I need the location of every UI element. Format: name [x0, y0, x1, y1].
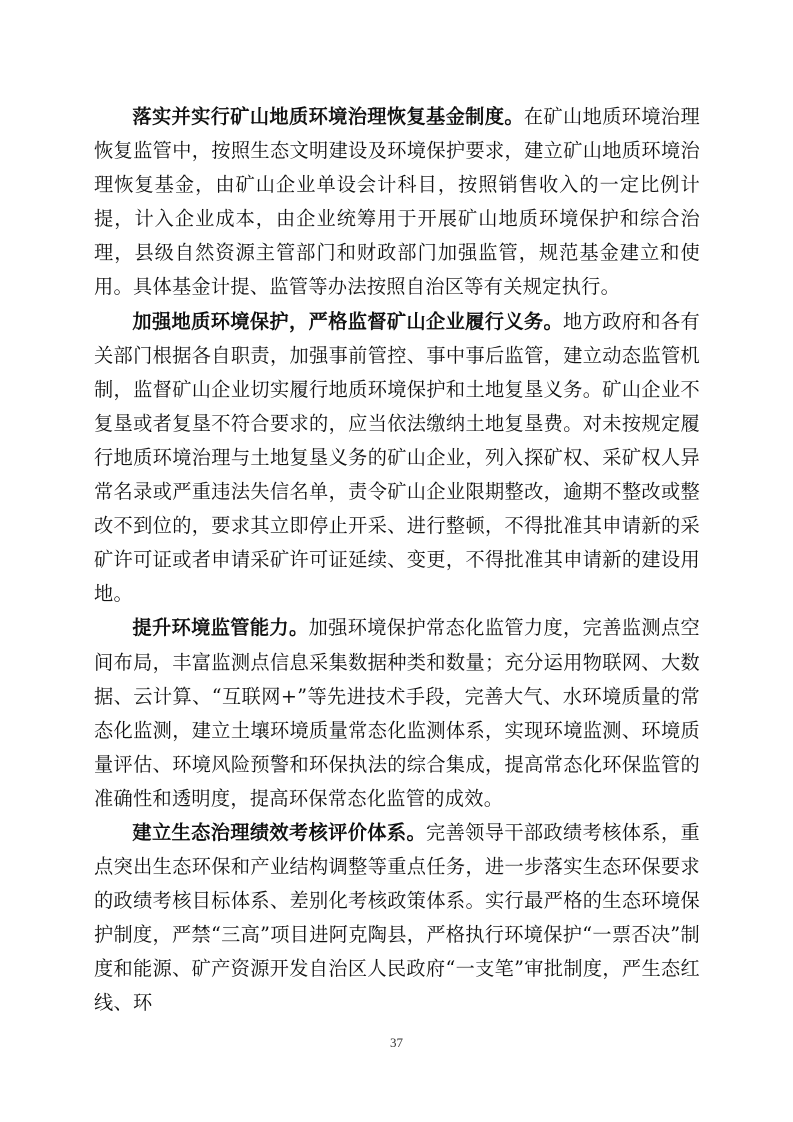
paragraph-heading: 落实并实行矿山地质环境治理恢复基金制度。: [132, 105, 524, 128]
page-number: 37: [390, 1035, 403, 1050]
paragraph-env-monitoring: [94, 611, 700, 816]
paragraph-text: 完善领导干部政绩考核体系，重点突出生态环保和产业结构调整等重点任务，进一步落实生态环保要求的政绩考核目标体系、差别化考核政策体系。实行最严格的生态环境保护制度，严禁“三高”项目进阿克陶县，严格执行环境保护“一票否决”制度和能源、矿产资源开发自治区人民政府“一支笔”审批制度，严生态红线、环: [94, 820, 701, 1015]
paragraph-text: 在矿山地质环境治理恢复监管中，按照生态文明建设及环境保护要求，建立矿山地质环境治理恢复基金，由矿山企业单设会计科目，按照销售收入的一定比例计提，计入企业成本，由企业统筹用于开展矿山地质环境保护和综合治理，县级自然资源主管部门和财政部门加强监管，规范基金建立和使用。具体基金计提、监管等办法按照自治区等有关规定执行。: [94, 105, 700, 299]
paragraph-geo-protection: [94, 305, 700, 612]
paragraph-performance-evaluation: [94, 816, 700, 1021]
paragraph-text: 加强环境保护常态化监管力度，完善监测点空间布局，丰富监测点信息采集数据种类和数量；充分运用物联网、大数据、云计算、“互联网+”等先进技术手段，完善大气、水环境质量的常态化监测，建立土壤环境质量常态化监测体系，实现环境监测、环境质量评估、环境风险预警和环保执法的综合集成，提高常态化环保监管的准确性和透明度，提高环保常态化监管的成效。: [94, 616, 701, 810]
paragraph-mining-fund: [94, 100, 700, 305]
paragraph-text: 地方政府和各有关部门根据各自职责，加强事前管控、事中事后监管，建立动态监管机制，监督矿山企业切实履行地质环境保护和土地复垦义务。矿山企业不复垦或者复垦不符合要求的，应当依法缴纳土地复垦费。对未按规定履行地质环境治理与土地复垦义务的矿山企业，列入探矿权、采矿权人异常名录或严重违法失信名单，责令矿山企业限期整改，逾期不整改或整改不到位的，要求其立即停止开采、进行整顿，不得批准其申请新的采矿许可证或者申请采矿许可证延续、变更，不得批准其申请新的建设用地。: [94, 309, 700, 606]
paragraph-heading: 加强地质环境保护，严格监督矿山企业履行义务。: [132, 309, 564, 333]
paragraph-heading: 提升环境监管能力。: [132, 616, 309, 640]
body-text: [94, 100, 700, 1021]
paragraph-heading: 建立生态治理绩效考核评价体系。: [132, 820, 427, 844]
